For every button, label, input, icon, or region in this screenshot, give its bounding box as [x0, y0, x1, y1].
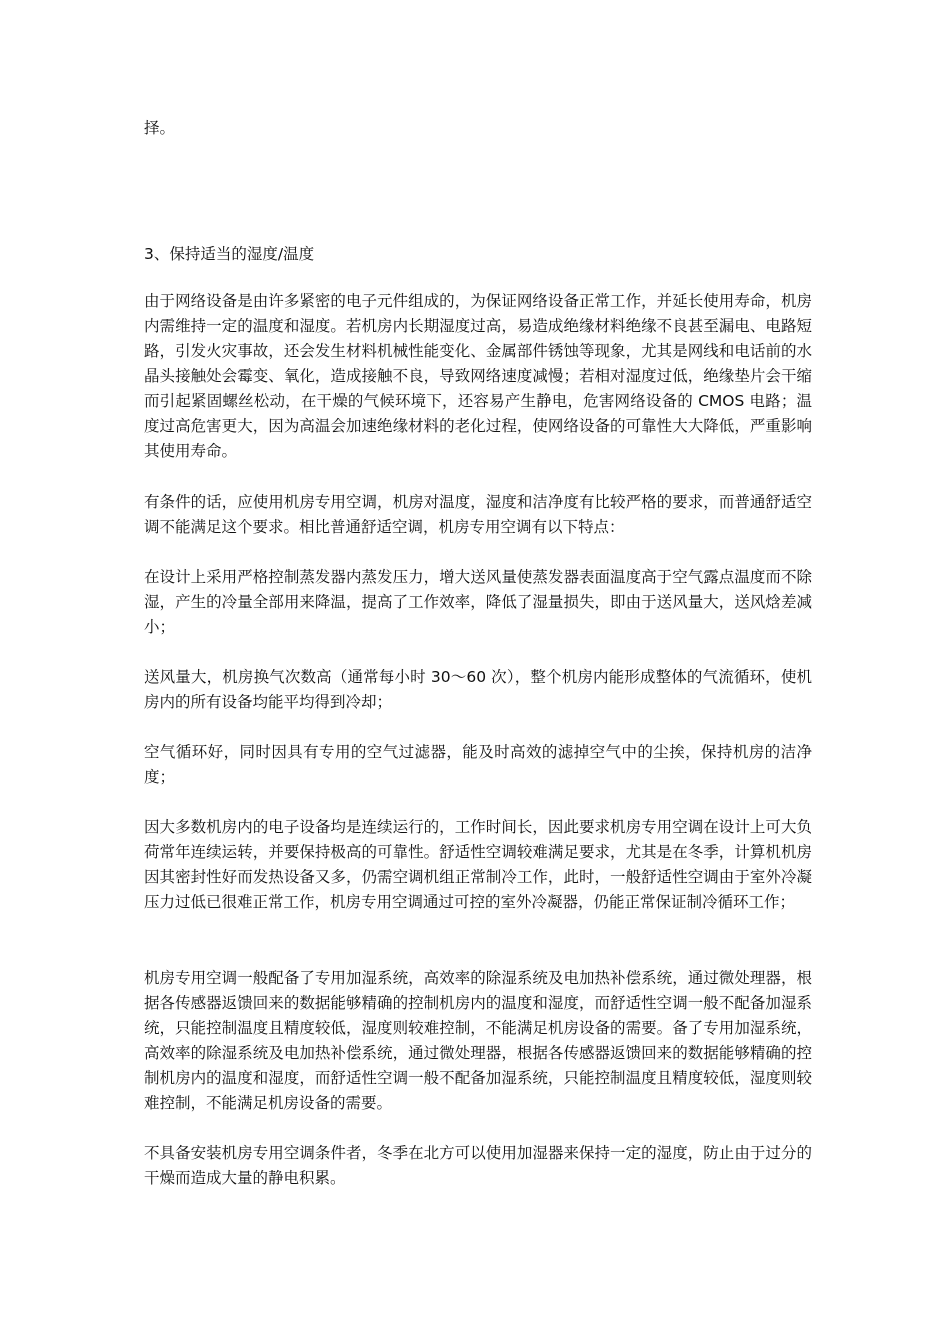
paragraph-evaporator-design: 在设计上采用严格控制蒸发器内蒸发压力，增大送风量使蒸发器表面温度高于空气露点温度而不除湿，产生的冷量全部用来降温，提高了工作效率，降低了湿量损失，即由于送风量大，送风焓差减小； — [144, 568, 812, 636]
section-heading: 3、保持适当的湿度/温度 — [144, 245, 315, 263]
continued-text-fragment: 择。 — [144, 119, 176, 137]
paragraph-dedicated-ac-intro: 有条件的话，应使用机房专用空调，机房对温度，湿度和洁净度有比较严格的要求，而普通舒适空调不能满足这个要求。相比普通舒适空调，机房专用空调有以下特点： — [144, 493, 812, 536]
paragraph-air-filtration: 空气循环好，同时因具有专用的空气过滤器，能及时高效的滤掉空气中的尘挨，保持机房的洁净度； — [144, 743, 812, 786]
paragraph-airflow-volume: 送风量大，机房换气次数高（通常每小时 30～60 次），整个机房内能形成整体的气流循环，使机房内的所有设备均能平均得到冷却； — [144, 668, 812, 711]
paragraph-humidity-temperature-risks: 由于网络设备是由许多紧密的电子元件组成的，为保证网络设备正常工作，并延长使用寿命，机房内需维持一定的温度和湿度。若机房内长期湿度过高，易造成绝缘材料绝缘不良甚至漏电、电路短路，引发火灾事故，还会发生材料机械性能变化、金属部件锈蚀等现象，尤其是网线和电话前的水晶头接触处会霉变、氧化，造成接触不良，导致网络速度减慢；若相对湿度过低，绝缘垫片会干缩而引起紧固螺丝松动，在干燥的气候环境下，还容易产生静电，危害网络设备的 CMOS 电路；温度过高危害更大，因为高温会加速绝缘材料的老化过程，使网络设备的可靠性大大降低，严重影响其使用寿命。 — [144, 292, 812, 460]
paragraph-humidification-system: 机房专用空调一般配备了专用加湿系统，高效率的除湿系统及电加热补偿系统，通过微处理器，根据各传感器返馈回来的数据能够精确的控制机房内的温度和湿度，而舒适性空调一般不配备加湿系统，只能控制温度且精度较低，湿度则较难控制，不能满足机房设备的需要。备了专用加湿系统，高效率的除湿系统及电加热补偿系统，通过微处理器，根据各传感器返馈回来的数据能够精确的控制机房内的温度和湿度，而舒适性空调一般不配备加湿系统，只能控制温度且精度较低，湿度则较难控制，不能满足机房设备的需要。 — [144, 969, 812, 1112]
paragraph-continuous-operation: 因大多数机房内的电子设备均是连续运行的，工作时间长，因此要求机房专用空调在设计上可大负荷常年连续运转，并要保持极高的可靠性。舒适性空调较难满足要求，尤其是在冬季，计算机机房因其密封性好而发热设备又多，仍需空调机组正常制冷工作，此时，一般舒适性空调由于室外冷凝压力过低已很难正常工作，机房专用空调通过可控的室外冷凝器，仍能正常保证制冷循环工作； — [144, 818, 812, 911]
paragraph-humidifier-alternative: 不具备安装机房专用空调条件者，冬季在北方可以使用加湿器来保持一定的湿度，防止由于过分的干燥而造成大量的静电积累。 — [144, 1144, 812, 1187]
